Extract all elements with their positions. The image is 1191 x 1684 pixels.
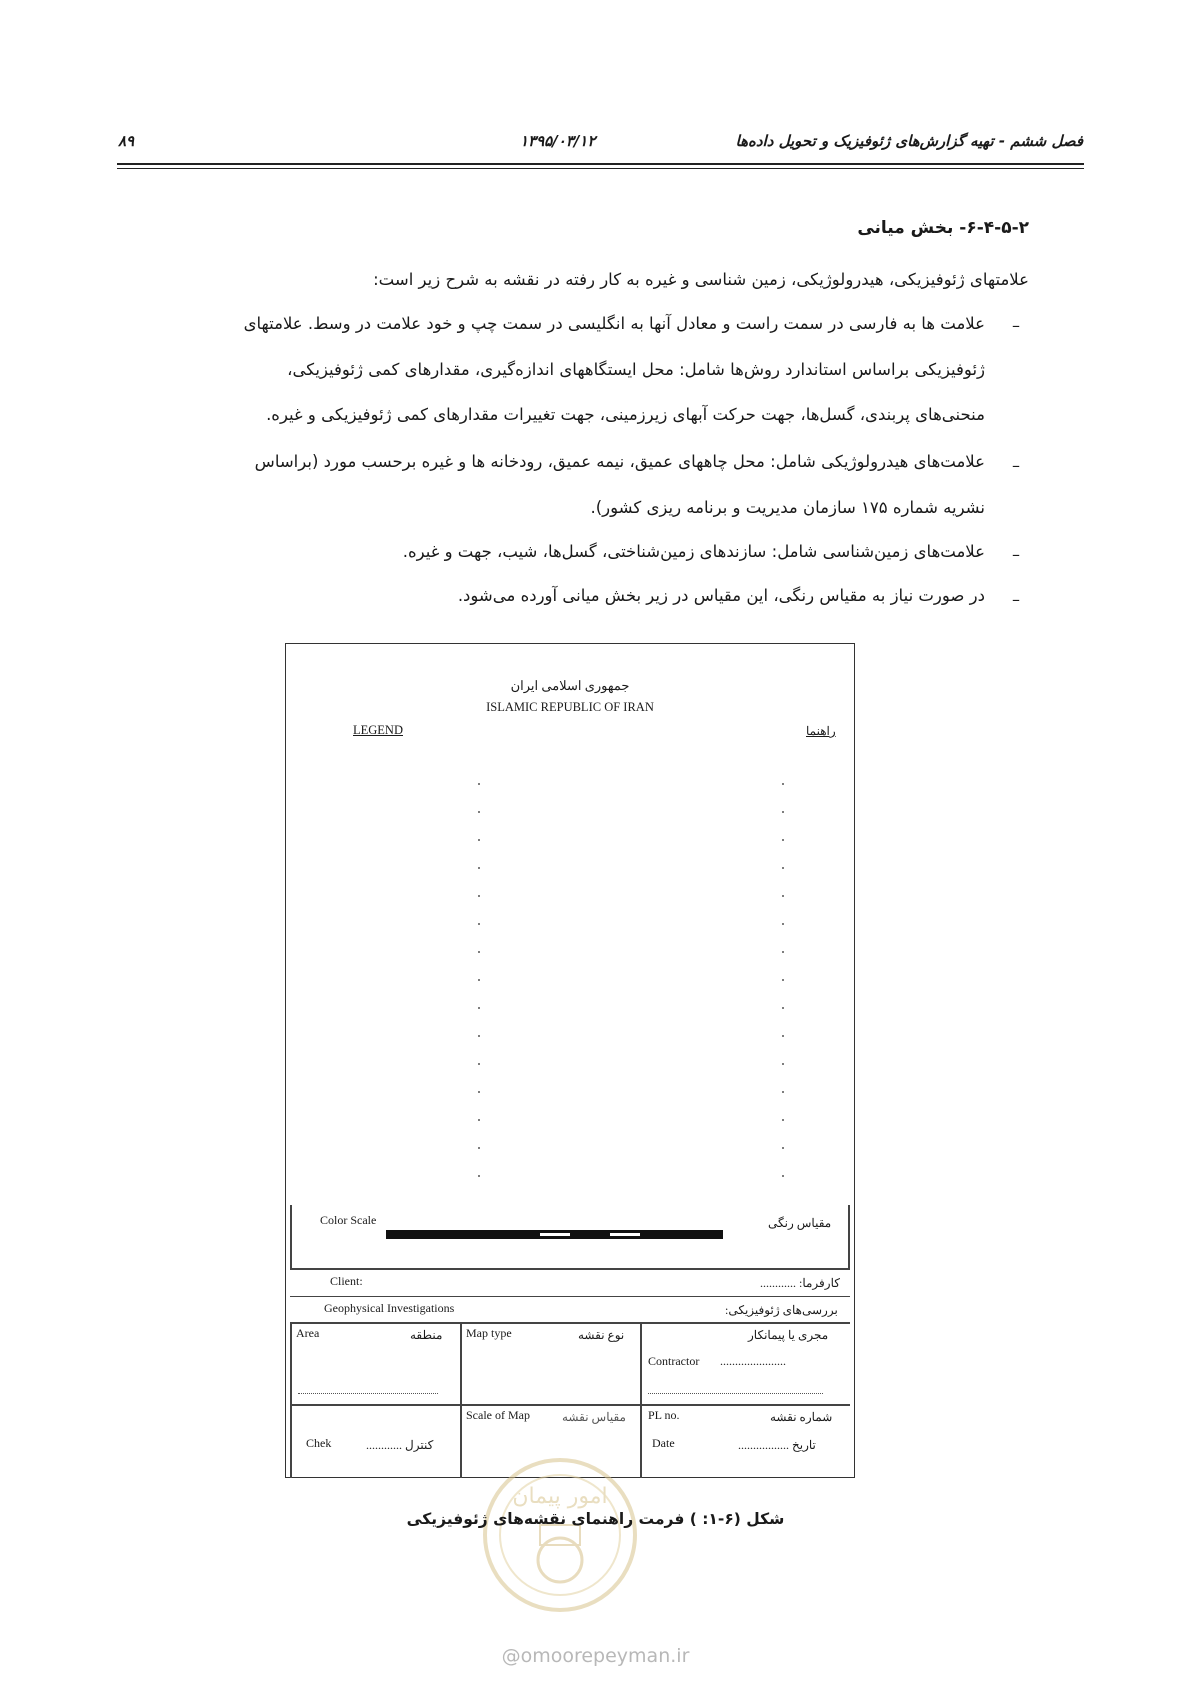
bullet4: در صورت نیاز به مقیاس رنگی، این مقیاس در زیر بخش میانی آورده می‌شود. [457,586,985,605]
page-number: ۸۹ [118,132,135,150]
legend-dot [782,1175,784,1177]
legend-dot [782,811,784,813]
legend-dot [478,895,480,897]
header-rule [117,163,1084,165]
header-rule-thin [117,168,1084,169]
at-icon: @ [501,1645,521,1667]
bullet-dash: – [1012,316,1020,335]
legend-dot [478,979,480,981]
legend-dot [478,867,480,869]
date-label-fa: تاریخ ................. [738,1438,816,1452]
bullet-dash: – [1012,456,1020,475]
color-scale-label-en: Color Scale [320,1213,377,1227]
legend-dot [782,867,784,869]
maptype-label-en: Map type [466,1326,512,1340]
chek-label-en: Chek [306,1436,332,1450]
plno-label-fa: شماره نقشه [770,1410,833,1424]
figure-title-en: ISLAMIC REPUBLIC OF IRAN [486,700,654,714]
color-scale-right-border [848,1205,850,1270]
table-rule [290,1404,850,1406]
legend-dot [782,1007,784,1009]
table-col-divider [640,1322,642,1478]
legend-label-fa: راهنما [806,724,836,738]
legend-dot [478,1035,480,1037]
legend-dot [782,1091,784,1093]
legend-dot [782,1147,784,1149]
legend-dot [782,1063,784,1065]
legend-dot [782,1035,784,1037]
legend-dot [478,783,480,785]
scale-label-en: Scale of Map [466,1408,530,1422]
area-label-en: Area [296,1326,320,1340]
legend-dot [478,1007,480,1009]
legend-dot [782,783,784,785]
geo-label-fa: بررسی‌های ژئوفیزیکی: [725,1303,838,1317]
legend-dot [478,1063,480,1065]
svg-text:امور پیمان: امور پیمان [512,1484,608,1509]
table-rule [290,1296,850,1297]
figure-caption: شکل (۶-۱: ) فرمت راهنمای نقشه‌های ژئوفیزیکی [406,1510,785,1528]
legend-dot [478,1147,480,1149]
legend-dot [782,979,784,981]
bullet2-line2: نشریه شماره ۱۷۵ سازمان مدیریت و برنامه ریزی کشور). [590,498,985,517]
legend-dot [478,839,480,841]
legend-dot [782,895,784,897]
area-dotted-line [298,1393,438,1394]
client-label-fa: کارفرما: ............ [760,1276,840,1290]
contractor-dots: ...................... [720,1354,786,1368]
site-watermark [0,1645,1191,1667]
chek-label-fa: کنترل ............ [366,1438,434,1452]
legend-dot [478,923,480,925]
legend-dot [478,1091,480,1093]
intro-paragraph: علامتهای ژئوفیزیکی، هیدرولوژیکی، زمین شناسی و غیره به کار رفته در نقشه به شرح زیر است: [373,270,1029,289]
legend-dot [782,839,784,841]
geo-label-en: Geophysical Investigations [324,1301,455,1315]
bullet3: علامت‌های زمین‌شناسی شامل: سازندهای زمین‌شناختی، گسل‌ها، شیب، جهت و غیره. [402,542,985,561]
bullet2-line1: علامت‌های هیدرولوژیکی شامل: محل چاههای عمیق، نیمه عمیق، رودخانه ها و غیره برحسب مورد (براساس [254,452,985,471]
date-label-en: Date [652,1436,675,1450]
contractor-dotted-line [648,1393,823,1394]
scale-label-fa: مقیاس نقشه [562,1410,626,1424]
bullet-dash: – [1012,590,1020,609]
maptype-label-fa: نوع نقشه [578,1328,625,1342]
legend-dot [782,1119,784,1121]
table-col-divider [460,1322,462,1478]
site-watermark-text: omoorepeyman.ir [520,1645,690,1667]
table-rule [290,1268,850,1270]
color-scale-gap [610,1233,640,1236]
contractor-label-en: Contractor [648,1354,700,1368]
legend-dot [782,923,784,925]
bullet1-line2: ژئوفیزیکی براساس استاندارد روش‌ها شامل: محل ایستگاههای اندازه‌گیری، مقدارهای کمی ژئوفیزیکی، [287,360,985,379]
legend-dot [478,1175,480,1177]
section-title: ۶-۴-۵-۲- بخش میانی [857,218,1029,238]
legend-dot [478,1119,480,1121]
contractor-label-fa: مجری یا پیمانکار [748,1328,829,1342]
legend-figure-frame [285,643,855,1478]
color-scale-left-border [290,1205,292,1270]
bullet-dash: – [1012,545,1020,564]
legend-label-en: LEGEND [353,723,403,737]
table-rule [290,1322,850,1324]
figure-title-fa: جمهوری اسلامی ایران [510,678,630,693]
chapter-title: فصل ششم - تهیه گزارش‌های ژئوفیزیک و تحویل داده‌ها [735,132,1083,150]
legend-dot [478,811,480,813]
header-date: ۱۳۹۵/۰۳/۱۲ [520,132,596,150]
color-scale-label-fa: مقیاس رنگی [768,1216,832,1230]
plno-label-en: PL no. [648,1408,680,1422]
area-label-fa: منطقه [410,1328,443,1342]
table-left-border [290,1322,292,1478]
color-scale-gap [540,1233,570,1236]
legend-dot [782,951,784,953]
bullet1-line3: منحنی‌های پربندی، گسل‌ها، جهت حرکت آبهای زیرزمینی، جهت تغییرات مقدارهای کمی ژئوفیزیکی و غیره. [266,405,985,424]
legend-dot [478,951,480,953]
watermark-stamp [480,1455,640,1615]
bullet1-line1: علامت ها به فارسی در سمت راست و معادل آنها به انگلیسی در سمت چپ و خود علامت در وسط. علامتهای [243,314,985,333]
client-label-en: Client: [330,1274,363,1288]
